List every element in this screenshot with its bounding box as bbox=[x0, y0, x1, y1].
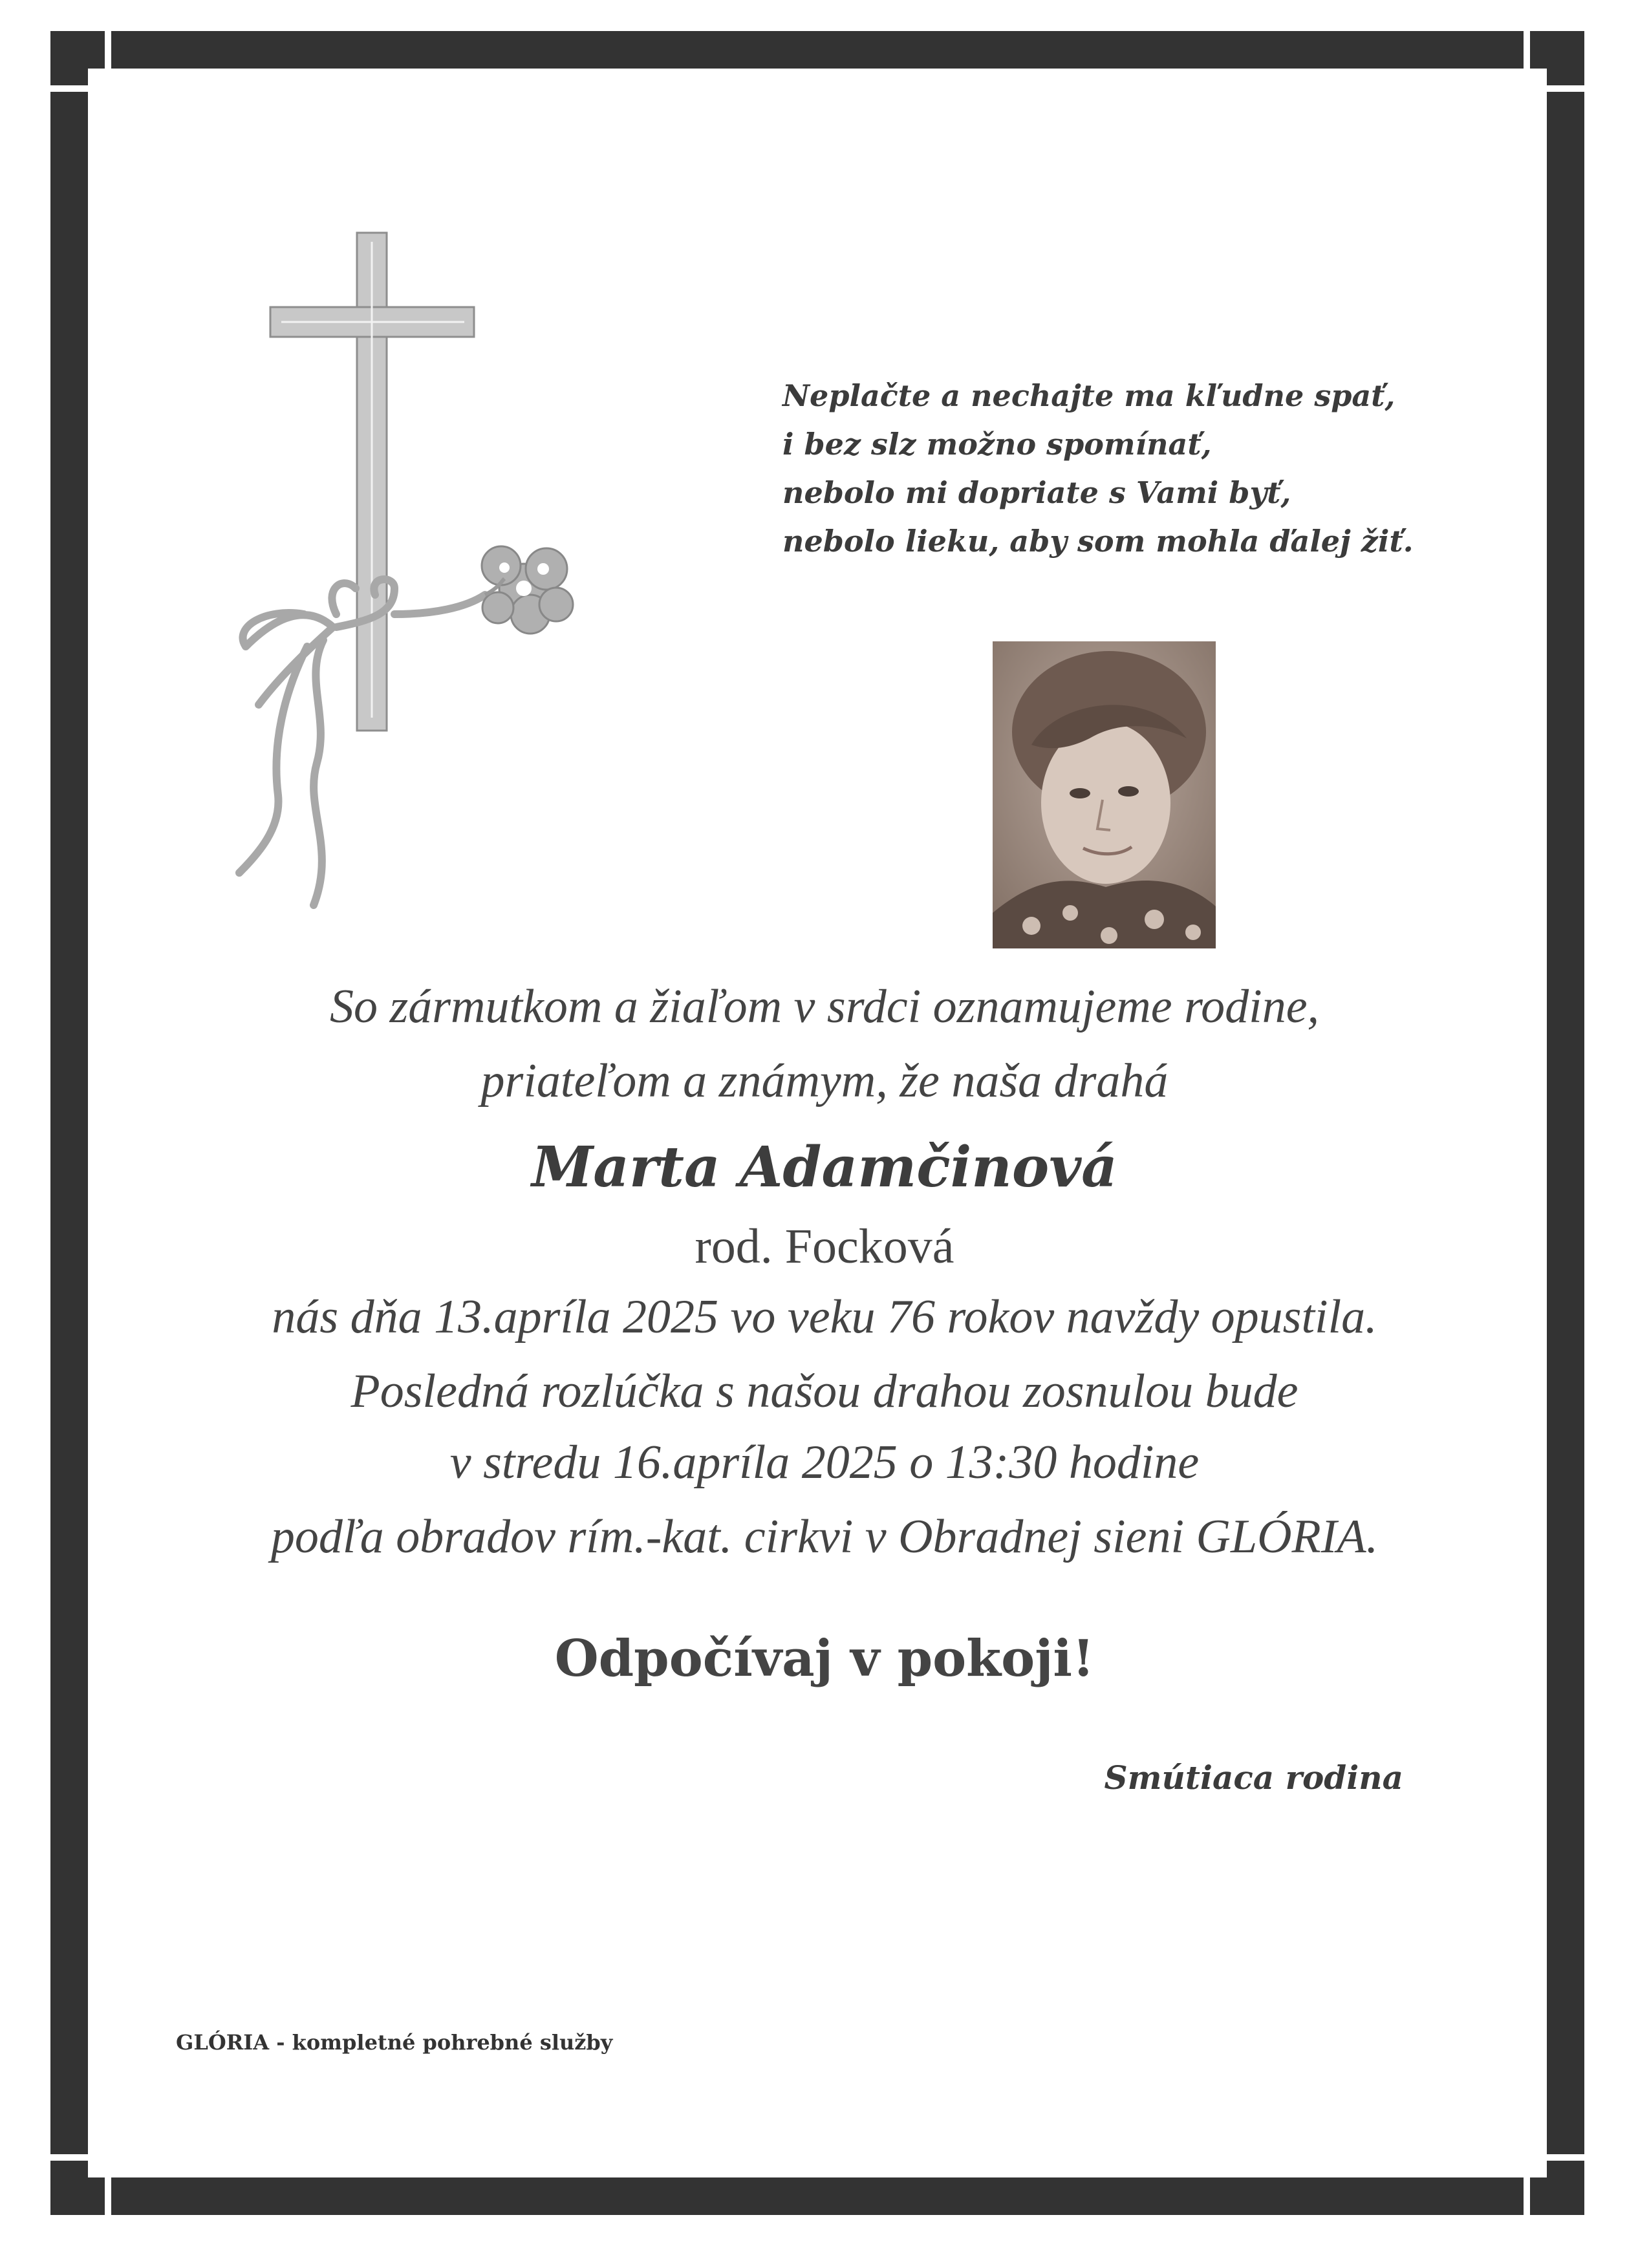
details-line-4: podľa obradov rím.-kat. cirkvi v Obradnej sieni GLÓRIA. bbox=[270, 1510, 1379, 1563]
portrait-image bbox=[993, 641, 1216, 948]
poem-line: nebolo lieku, aby som mohla ďalej žiť. bbox=[782, 524, 1414, 559]
maiden-name: rod. Focková bbox=[695, 1219, 954, 1274]
frame-top-bar bbox=[50, 31, 1584, 69]
signature: Smútiaca rodina bbox=[1104, 1759, 1403, 1797]
announcement-line-2: priateľom a známym, že naša drahá bbox=[480, 1054, 1169, 1107]
details-line-3: v stredu 16.apríla 2025 o 13:30 hodine bbox=[449, 1436, 1200, 1489]
poem-block bbox=[782, 372, 1494, 566]
cross-with-ribbon-and-flower-icon bbox=[175, 226, 588, 937]
frame-right-bar bbox=[1547, 31, 1584, 2215]
poem-line: Neplačte a nechajte ma kľudne spať, bbox=[782, 378, 1396, 413]
details-line-1: nás dňa 13.apríla 2025 vo veku 76 rokov navždy opustila. bbox=[272, 1290, 1377, 1343]
announcement-line-1: So zármutkom a žiaľom v srdci oznamujeme rodine, bbox=[329, 980, 1320, 1033]
frame-left-bar bbox=[50, 31, 88, 2215]
details-line-2: Posledná rozlúčka s našou drahou zosnulou bude bbox=[350, 1365, 1299, 1418]
deceased-name: Marta Adamčinová bbox=[532, 1135, 1117, 1200]
poem-line: i bez slz možno spomínať, bbox=[782, 427, 1212, 462]
footer-company: GLÓRIA - kompletné pohrebné služby bbox=[176, 2030, 613, 2055]
frame-bottom-bar bbox=[50, 2177, 1584, 2215]
portrait-photo bbox=[993, 641, 1216, 948]
closing-phrase: Odpočívaj v pokoji! bbox=[554, 1629, 1095, 1688]
poem-line: nebolo mi dopriate s Vami byť, bbox=[782, 475, 1291, 510]
